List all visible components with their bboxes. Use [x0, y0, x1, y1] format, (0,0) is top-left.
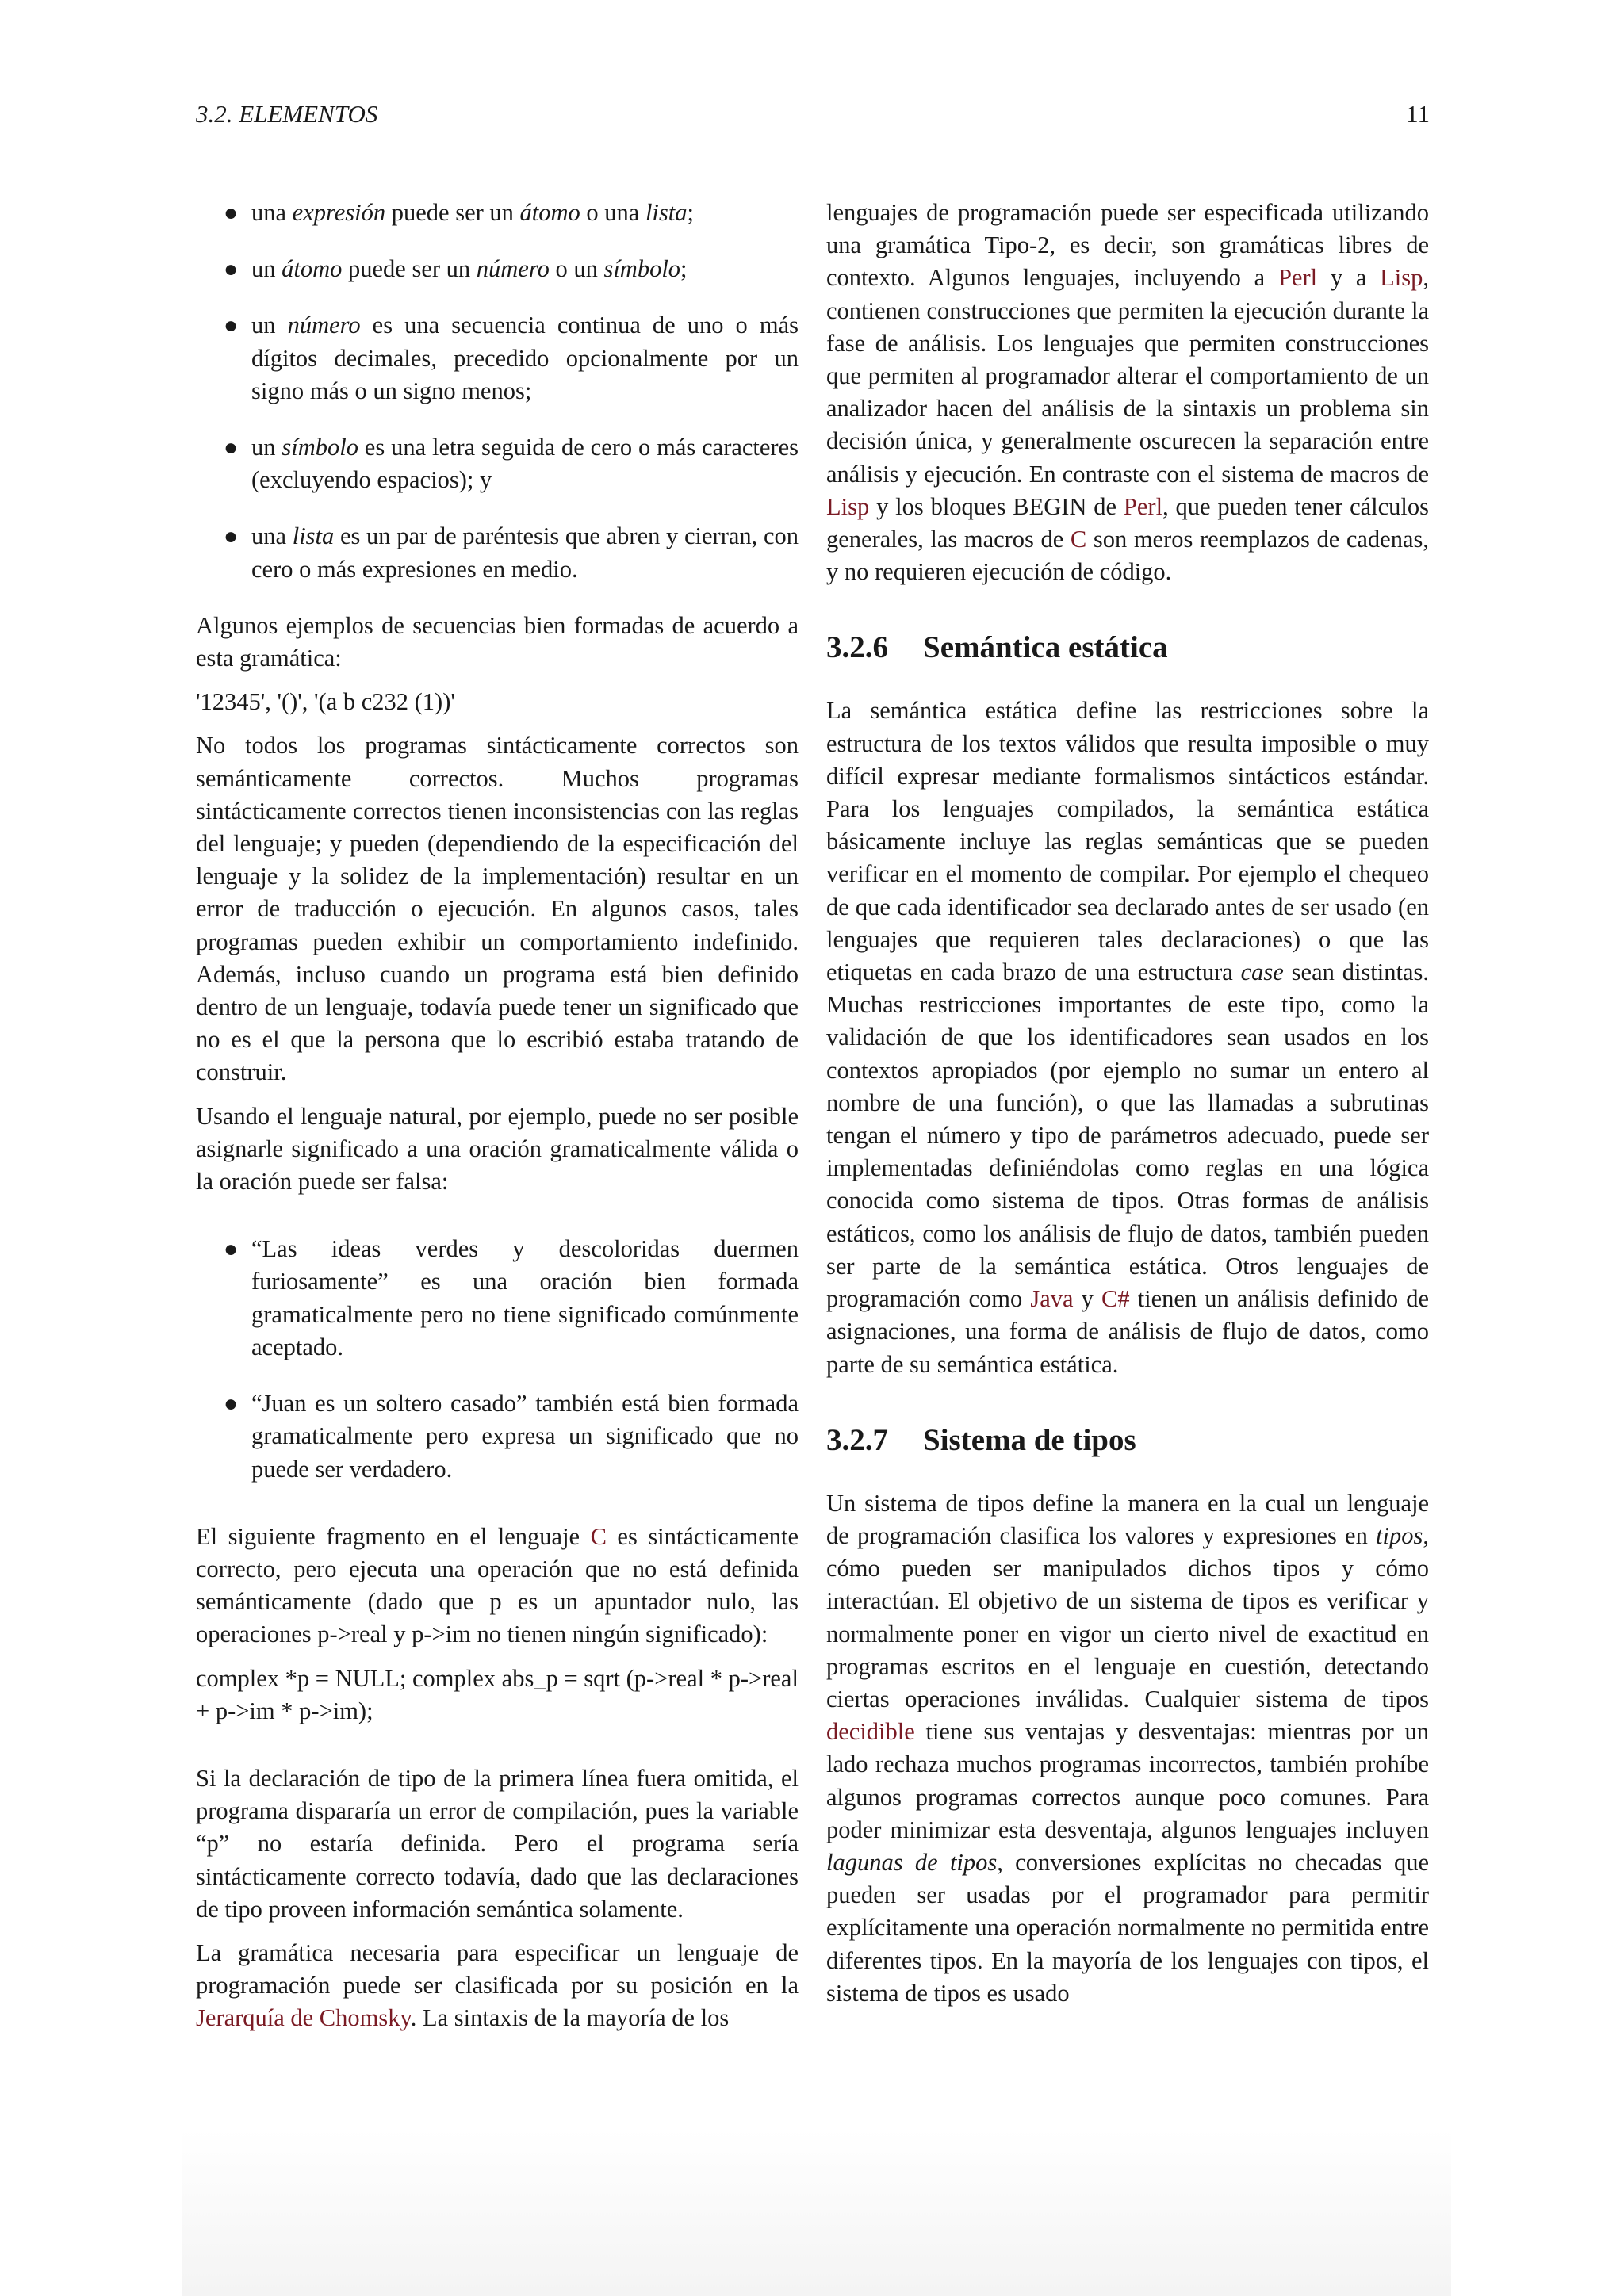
paragraph-natural-language: Usando el lenguaje natural, por ejemplo, puede no ser posible asignarle significado a una oración gramaticalmente válida o la oración puede ser falsa:: [196, 1102, 799, 1196]
examples-line: '12345', '()', '(a b c232 (1))': [196, 688, 455, 716]
link-lisp[interactable]: Lisp: [826, 492, 870, 520]
natural-language-bullet-list: [196, 1233, 799, 1485]
link-perl[interactable]: Perl: [1123, 492, 1163, 520]
list-item: ● “Las ideas verdes y descoloridas duermen furiosamente” es una oración bien formada gramaticalmente pero no tiene significado comúnmente aceptado.: [196, 1233, 799, 1364]
bullet-icon: ●: [224, 256, 239, 283]
paragraph-semantic-correctness: No todos los programas sintácticamente correctos son semánticamente correctos. Muchos programas sintácticamente correctos tienen inconsistencias con las reglas del lenguaje; y pueden (dependiendo de la especificación del lenguaje y la solidez de la implementación) resultar en un error de traducción o ejecución. En algunos casos, tales programas pueden exhibir un comportamiento indefinido. Además, incluso cuando un programa está bien definido dentro de un lenguaje, todavía puede tener un significado que no es el que la persona que lo escribió estaba tratando de construir.: [196, 732, 799, 1086]
link-java[interactable]: Java: [1030, 1285, 1074, 1313]
link-lisp[interactable]: Lisp: [1380, 264, 1423, 292]
link-perl[interactable]: Perl: [1277, 264, 1318, 292]
list-item: ● un átomo puede ser un número o un símbolo;: [196, 253, 799, 285]
paragraph-static-semantics: La semántica estática define las restricciones sobre la estructura de los textos válidos que resulta imposible o muy difícil expresar mediante formalismos sintácticos estándar. Para los lenguajes compilados, la semántica estática básicamente incluye las reglas semánticas que se pueden verificar en el momento de compilar. Por ejemplo el chequeo de que cada identificador sea declarado antes de ser usado (en lenguajes que requieren tales declaraciones) o que las etiquetas en cada brazo de una estructura case sean distintas. Muchas restricciones importantes de este tipo, como la validación de que los identificadores sean usados en los contextos apropiados (por ejemplo no sumar un entero al nombre de una función), o que las llamadas a subrutinas tengan el número y tipo de parámetros adecuado, puede ser implementadas definiéndolas como reglas en una lógica conocida como sistema de tipos. Otras formas de análisis estáticos, como los análisis de flujo de datos, también pueden ser parte de la semántica estática. Otros lenguajes de programación como Java y C# tienen un análisis definido de asignaciones, una forma de análisis de flujo de datos, como parte de su semántica estática.: [826, 697, 1430, 1378]
link-csharp[interactable]: C#: [1101, 1285, 1130, 1313]
header-section-title: 3.2. ELEMENTOS: [196, 100, 378, 128]
paragraph-type-system: Un sistema de tipos define la manera en la cual un lenguaje de programación clasifica los valores y expresiones en tipos, cómo pueden ser manipulados dichos tipos y cómo interactúan. El objetivo de un sistema de tipos es verificar y normalmente poner en vigor un cierto nivel de exactitud en programas escritos en el lenguaje en cuestión, detectando ciertas operaciones inválidas. Cualquier sistema de tipos decidible tiene sus ventajas y desventajas: mientras por un lado rechaza muchos programas incorrectos, también prohíbe algunos programas correctos aunque poco comunes. Para poder minimizar esta desventaja, algunos lenguajes incluyen lagunas de tipos, conversiones explícitas no checadas que pueden ser usadas por el programador para permitir explícitamente una operación normalmente no permitida entre diferentes tipos. En la mayoría de los lenguajes con tipos, el sistema de tipos es usado: [826, 1489, 1429, 2007]
left-column: [196, 197, 799, 2046]
paragraph-grammar-chomsky: La gramática necesaria para especificar un lenguaje de programación puede ser clasificada por su posición en la Jerarquía de Chomsky. La sintaxis de la mayoría de los: [196, 1938, 799, 2032]
page-bottom-shade: [182, 2129, 1451, 2296]
paragraph-examples: Algunos ejemplos de secuencias bien formadas de acuerdo a esta gramática:: [196, 611, 799, 672]
grammar-bullet-list: [196, 197, 799, 586]
list-item: ● una lista es un par de paréntesis que abren y cierran, con cero o más expresiones en medio.: [196, 520, 799, 585]
list-item: ● una expresión puede ser un átomo o una lista;: [196, 197, 799, 229]
bullet-icon: ●: [224, 200, 239, 226]
link-chomsky-hierarchy[interactable]: Jerarquía de Chomsky: [196, 2004, 411, 2032]
section-heading-static-semantics: 3.2.6 Semántica estática: [826, 630, 1168, 665]
list-item: ● “Juan es un soltero casado” también está bien formada gramaticalmente pero expresa un significado que no puede ser verdadero.: [196, 1387, 799, 1486]
list-item: ● un símbolo es una letra seguida de cero o más caracteres (excluyendo espacios); y: [196, 431, 799, 496]
section-heading-type-system: 3.2.7 Sistema de tipos: [826, 1422, 1136, 1457]
bullet-icon: ●: [224, 1391, 239, 1418]
bullet-icon: ●: [224, 434, 239, 461]
link-decidible[interactable]: decidible: [826, 1718, 915, 1746]
link-c[interactable]: C: [1070, 526, 1087, 553]
paragraph-grammar-continued: lenguajes de programación puede ser especificada utilizando una gramática Tipo-2, es decir, son gramáticas libres de contexto. Algunos lenguajes, incluyendo a Perl y a Lisp, contienen construcciones que permiten la ejecución durante la fase de análisis. Los lenguajes que permiten construcciones que permiten al programador alterar el comportamiento de un analizador hacen del análisis de la sintaxis un problema sin decisión única, y generalmente oscurecen la separación entre análisis y ejecución. En contraste con el sistema de macros de Lisp y los bloques BEGIN de Perl, que pueden tener cálculos generales, las macros de C son meros reemplazos de cadenas, y no requieren ejecución de código.: [826, 199, 1430, 586]
bullet-icon: ●: [224, 1236, 239, 1263]
right-column: [826, 197, 1429, 2021]
bullet-icon: ●: [224, 523, 239, 550]
link-c[interactable]: C: [590, 1522, 607, 1550]
list-item: ● un número es una secuencia continua de uno o más dígitos decimales, precedido opcionalmente por un signo más o un signo menos;: [196, 309, 799, 408]
code-fragment: complex *p = NULL; complex abs_p = sqrt (p->real * p->real + p->im * p->im);: [196, 1664, 799, 1724]
paragraph-type-declaration: Si la declaración de tipo de la primera línea fuera omitida, el programa dispararía un error de compilación, pues la variable “p” no estaría definida. Pero el programa sería sintácticamente correcto todavía, dado que las declaraciones de tipo proveen información semántica solamente.: [196, 1764, 799, 1923]
page-number: 11: [1406, 100, 1430, 128]
bullet-icon: ●: [224, 312, 239, 339]
running-header: [196, 100, 1430, 140]
paragraph-c-fragment: El siguiente fragmento en el lenguaje C es sintácticamente correcto, pero ejecuta una operación que no está definida semánticamente (dado que p es un apuntador nulo, las operaciones p->real y p->im no tienen ningún significado):: [196, 1522, 799, 1648]
